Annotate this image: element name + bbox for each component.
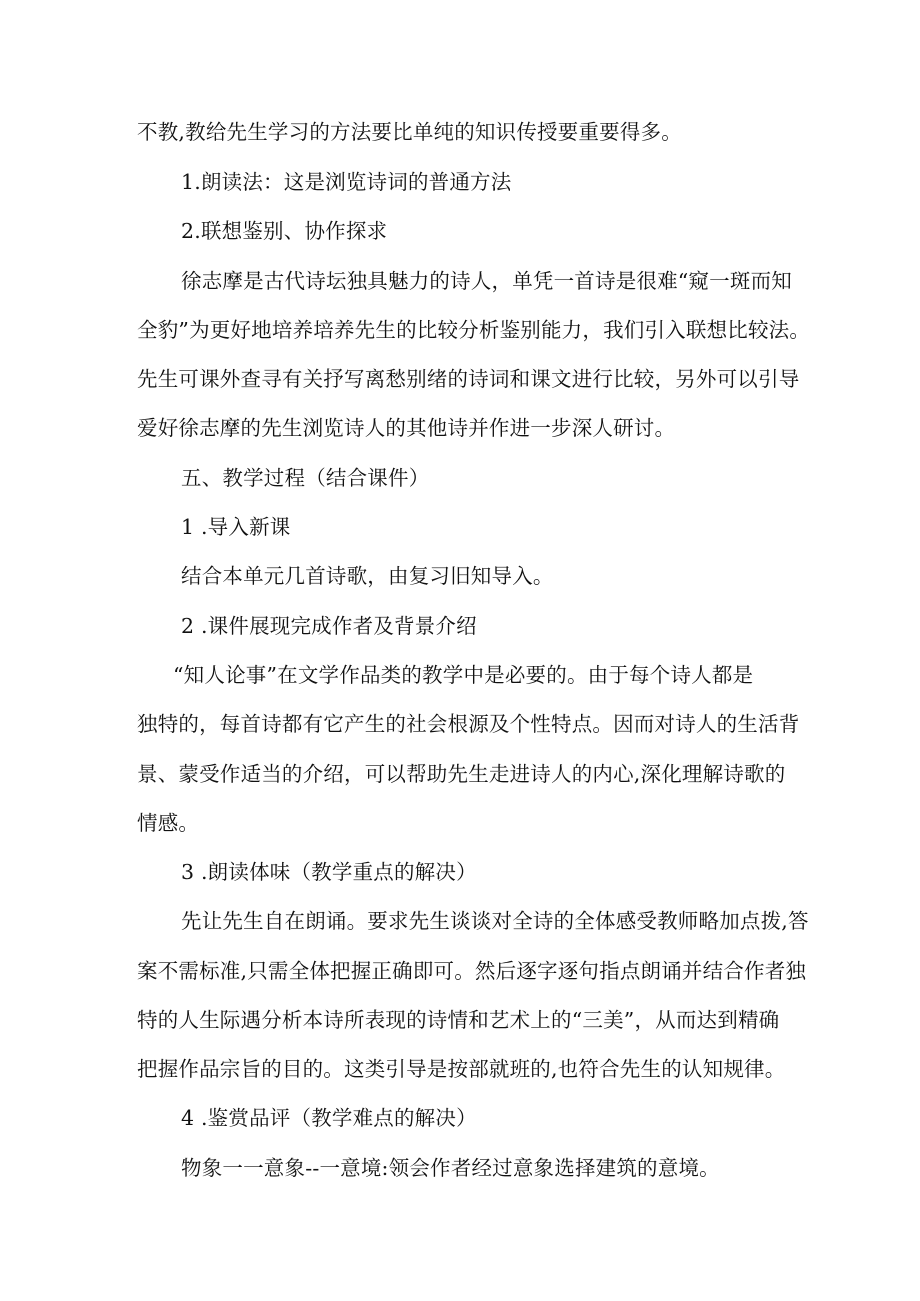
step-heading-intro: 1 .导入新课: [181, 515, 291, 539]
paragraph-line: 把握作品宗旨的目的。这类引导是按部就班的,也符合先生的认知规律。: [137, 1057, 786, 1081]
paragraph-line: 不教,教给先生学习的方法要比单纯的知识传授要重要得多。: [137, 120, 682, 144]
step-heading-reading: 3 .朗读体味（教学重点的解决）: [181, 860, 477, 884]
paragraph-line: 特的人生际遇分析本诗所表现的诗情和艺术上的“三美”，从而达到精确: [137, 1008, 780, 1032]
paragraph-line: 全豹”为更好地培养培养先生的比较分析鉴别能力，我们引入联想比较法。: [137, 318, 811, 342]
paragraph-line: 先生可课外查寻有关抒写离愁别绪的诗词和课文进行比较，另外可以引导: [137, 367, 800, 391]
step-heading-appreciation: 4 .鉴赏品评（教学难点的解决）: [181, 1106, 477, 1130]
paragraph-line: 爱好徐志摩的先生浏览诗人的其他诗并作进一步深人研讨。: [137, 416, 676, 440]
paragraph-line: 徐志摩是古代诗坛独具魅力的诗人，单凭一首诗是很难“窥一斑而知: [181, 269, 792, 293]
paragraph-line: 情感。: [137, 811, 200, 835]
paragraph-line: 案不需标准,只需全体把握正确即可。然后逐字逐句指点朗诵并结合作者独: [137, 959, 807, 983]
paragraph-line: 结合本单元几首诗歌，由复习旧知导入。: [181, 564, 554, 588]
paragraph-line: 先让先生自在朗诵。要求先生谈谈对全诗的全体感受教师略加点拨,答: [181, 909, 809, 933]
paragraph-line: 物象一一意象--一意境:领会作者经过意象选择建筑的意境。: [181, 1156, 720, 1180]
paragraph-line: 独特的，每首诗都有它产生的社会根源及个性特点。因而对诗人的生活背: [137, 712, 800, 736]
list-item-association-method: 2.联想鉴别、协作探求: [181, 219, 388, 243]
list-item-reading-method: 1.朗读法：这是浏览诗词的普通方法: [181, 170, 512, 194]
paragraph-line: “知人论事”在文学作品类的教学中是必要的。由于每个诗人都是: [173, 663, 754, 687]
section-heading-teaching-process: 五、教学过程（结合课件）: [181, 466, 430, 490]
paragraph-line: 景、蒙受作适当的介绍，可以帮助先生走进诗人的内心,深化理解诗歌的: [137, 762, 786, 786]
step-heading-background: 2 .课件展现完成作者及背景介绍: [181, 614, 477, 638]
